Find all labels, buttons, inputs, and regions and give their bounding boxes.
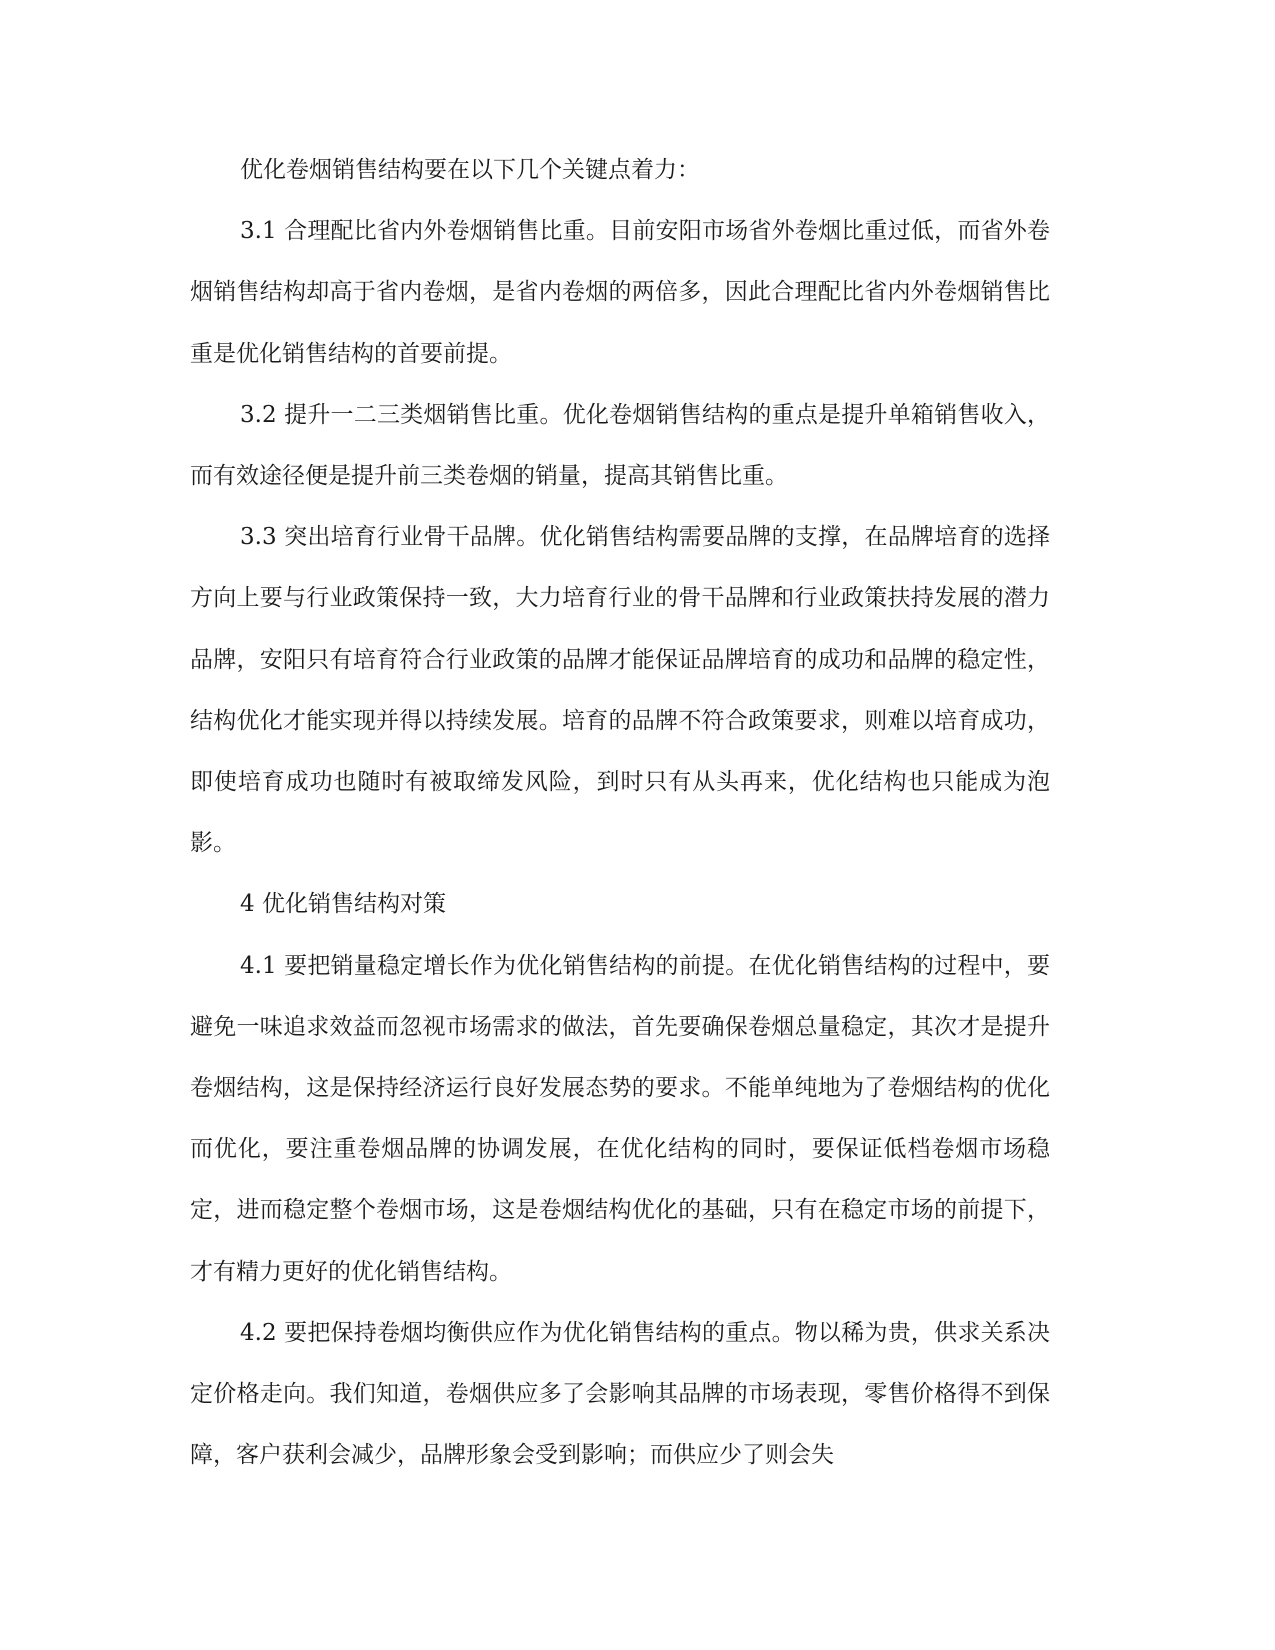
paragraph-3-3: 3.3 突出培育行业骨干品牌。优化销售结构需要品牌的支撑，在品牌培育的选择方向上要与行业政策保持一致，大力培育行业的骨干品牌和行业政策扶持发展的潜力品牌，安阳只有培育符合行业政策的品牌才能保证品牌培育的成功和品牌的稳定性，结构优化才能实现并得以持续发展。培育的品牌不符合政策要求，则难以培育成功，即使培育成功也随时有被取缔发风险，到时只有从头再来，优化结构也只能成为泡影。: [190, 524, 1050, 857]
paragraph-3-2: 3.2 提升一二三类烟销售比重。优化卷烟销售结构的重点是提升单箱销售收入，而有效途径便是提升前三类卷烟的销量，提高其销售比重。: [190, 401, 1050, 490]
section-heading-4: 4 优化销售结构对策: [240, 891, 446, 918]
body-text: [190, 140, 1050, 1486]
paragraph-4-2: 4.2 要把保持卷烟均衡供应作为优化销售结构的重点。物以稀为贵，供求关系决定价格走向。我们知道，卷烟供应多了会影响其品牌的市场表现，零售价格得不到保障，客户获利会减少，品牌形象会受到影响；而供应少了则会失: [190, 1319, 1050, 1469]
paragraph-3-1: 3.1 合理配比省内外卷烟销售比重。目前安阳市场省外卷烟比重过低，而省外卷烟销售结构却高于省内卷烟，是省内卷烟的两倍多，因此合理配比省内外卷烟销售比重是优化销售结构的首要前提。: [190, 218, 1050, 367]
paragraph-intro: 优化卷烟销售结构要在以下几个关键点着力：: [240, 157, 700, 183]
paragraph-4-1: 4.1 要把销量稳定增长作为优化销售结构的前提。在优化销售结构的过程中，要避免一味追求效益而忽视市场需求的做法，首先要确保卷烟总量稳定，其次才是提升卷烟结构，这是保持经济运行良好发展态势的要求。不能单纯地为了卷烟结构的优化而优化，要注重卷烟品牌的协调发展，在优化结构的同时，要保证低档卷烟市场稳定，进而稳定整个卷烟市场，这是卷烟结构优化的基础，只有在稳定市场的前提下，才有精力更好的优化销售结构。: [190, 952, 1050, 1285]
